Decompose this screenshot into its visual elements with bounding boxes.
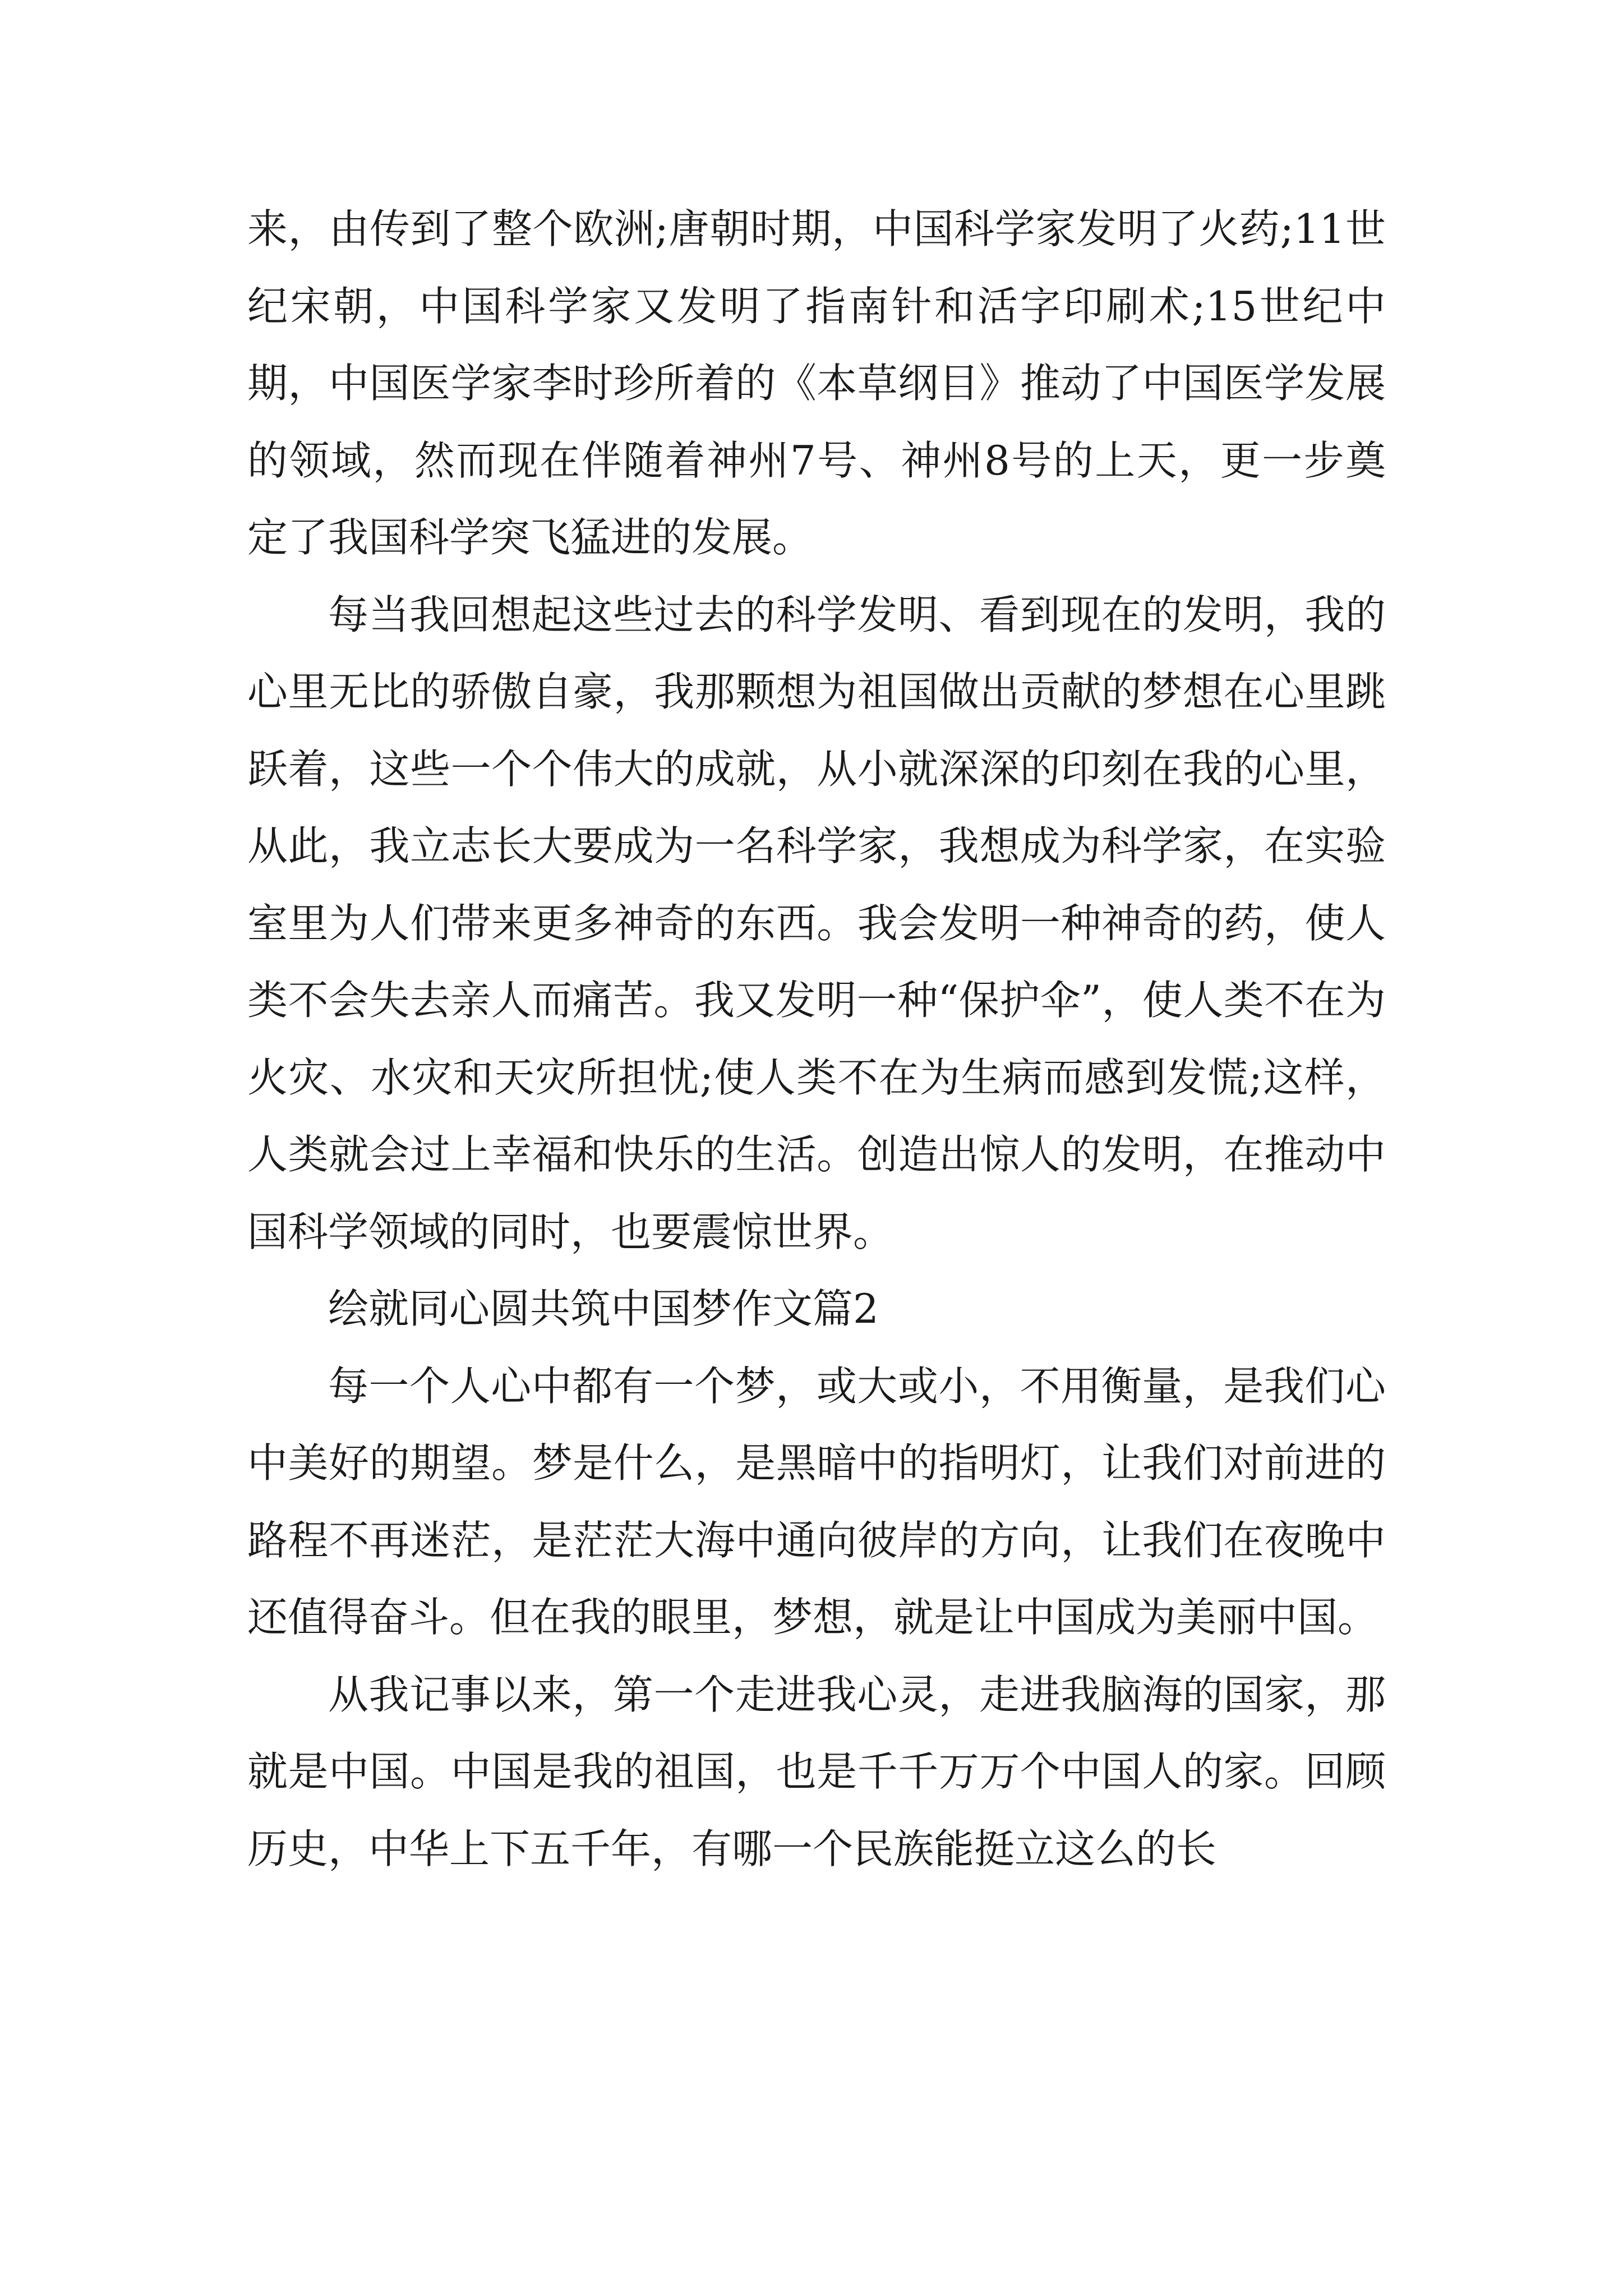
paragraph-continuation: 来，由传到了整个欧洲;唐朝时期，中国科学家发明了火药;11世纪宋朝，中国科学家又发明了指南针和活字印刷术;15世纪中期，中国医学家李时珍所着的《本草纲目》推动了中国医学发展的领域，然而现在伴随着神州7号、神州8号的上天，更一步奠定了我国科学突飞猛进的发展。	[247, 205, 1386, 561]
paragraph-dream-meaning: 每一个人心中都有一个梦，或大或小，不用衡量，是我们心中美好的期望。梦是什么，是黑暗中的指明灯，让我们对前进的路程不再迷茫，是茫茫大海中通向彼岸的方向，让我们在夜晚中还值得奋斗。但在我的眼里，梦想，就是让中国成为美丽中国。	[247, 1362, 1386, 1641]
paragraph-dream-scientist: 每当我回想起这些过去的科学发明、看到现在的发明，我的心里无比的骄傲自豪，我那颗想为祖国做出贡献的梦想在心里跳跃着，这些一个个伟大的成就，从小就深深的印刻在我的心里，从此，我立志长大要成为一名科学家，我想成为科学家，在实验室里为人们带来更多神奇的东西。我会发明一种神奇的药，使人类不会失去亲人而痛苦。我又发明一种“保护伞”，使人类不在为火灾、水灾和天灾所担忧;使人类不在为生病而感到发慌;这样，人类就会过上幸福和快乐的生活。创造出惊人的发明，在推动中国科学领域的同时，也要震惊世界。	[247, 591, 1386, 1255]
paragraph-china-history: 从我记事以来，第一个走进我心灵，走进我脑海的国家，那就是中国。中国是我的祖国，也是千千万万个中国人的家。回顾历史，中华上下五千年，有哪一个民族能挺立这么的长	[247, 1671, 1386, 1872]
section-heading: 绘就同心圆共筑中国梦作文篇2	[328, 1285, 879, 1332]
document-body	[247, 191, 1386, 1888]
